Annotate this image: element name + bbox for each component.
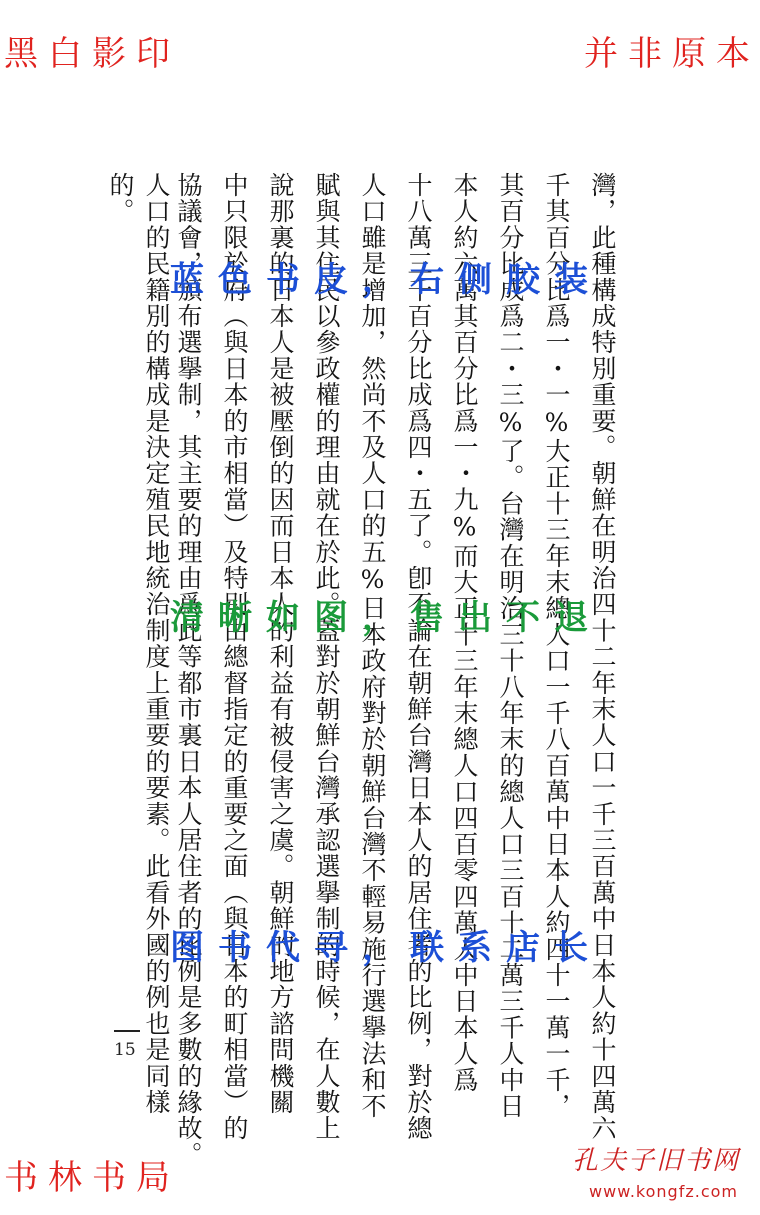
text-column-10: 協議會，頒布選擧制，其主要的理由爲此等都市裏日本人居住者的比例是多數的緣故。 bbox=[174, 172, 203, 1168]
watermark-top-right: 并非原本 bbox=[584, 34, 760, 74]
text-column-8: 說那裏的日本人是被壓倒的因而日本人的利益有被侵害之虞。朝鮮的地方諮問機關 bbox=[266, 172, 295, 1116]
text-column-4: 本人約六萬其百分比爲一・九%而大正十三年末總人口四百零四萬人中日本人爲 bbox=[450, 172, 479, 1093]
watermark-top-left: 黑白影印 bbox=[4, 34, 180, 74]
text-column-11: 人口的民籍別的構成是決定殖民地統治制度上重要的要素。此看外國的例也是同樣 bbox=[142, 172, 171, 1116]
text-column-12: 的。 bbox=[106, 172, 135, 225]
overlay-watermark-2: 清晰如图，售出不退 bbox=[170, 598, 602, 638]
page-number-rule bbox=[114, 1030, 140, 1032]
text-column-7: 賦與其住民以參政權的理由就在於此。蓋對於朝鮮台灣承認選擧制的時候，在人數上 bbox=[312, 172, 341, 1142]
text-column-6: 人口雖是增加，然尚不及人口的五%日本政府對於朝鮮台灣不輕易施行選擧法和不 bbox=[358, 172, 387, 1120]
text-column-5: 十八萬三千百分比成爲四・五了。卽不論在朝鮮台灣日本人的居住者的比例，對於總 bbox=[404, 172, 433, 1142]
text-column-9: 中只限於府（與日本的市相當）及特別由總督指定的重要之面（與日本的町相當）的 bbox=[220, 172, 249, 1142]
text-column-1: 灣，此種構成特別重要。朝鮮在明治四十二年末人口一千三百萬中日本人約十四萬六 bbox=[588, 172, 617, 1142]
text-column-3: 其百分比成爲二・三%了。台灣在明治三十八年末的總人口三百十二萬三千人中日 bbox=[496, 172, 525, 1120]
watermark-bottom-left: 书林书局 bbox=[4, 1158, 180, 1198]
site-url: www.kongfz.com bbox=[589, 1182, 738, 1201]
overlay-watermark-3: 图书代寻，联系店长 bbox=[170, 928, 602, 968]
page-number: 15 bbox=[114, 1040, 136, 1060]
overlay-watermark-1: 蓝色书皮，右侧胶装 bbox=[170, 260, 602, 300]
site-logo-text: 孔夫子旧书网 bbox=[571, 1146, 740, 1176]
text-column-2: 千其百分比爲一・一%大正十三年末總人口一千八百萬中日本人約四十一萬一千， bbox=[542, 172, 571, 1120]
